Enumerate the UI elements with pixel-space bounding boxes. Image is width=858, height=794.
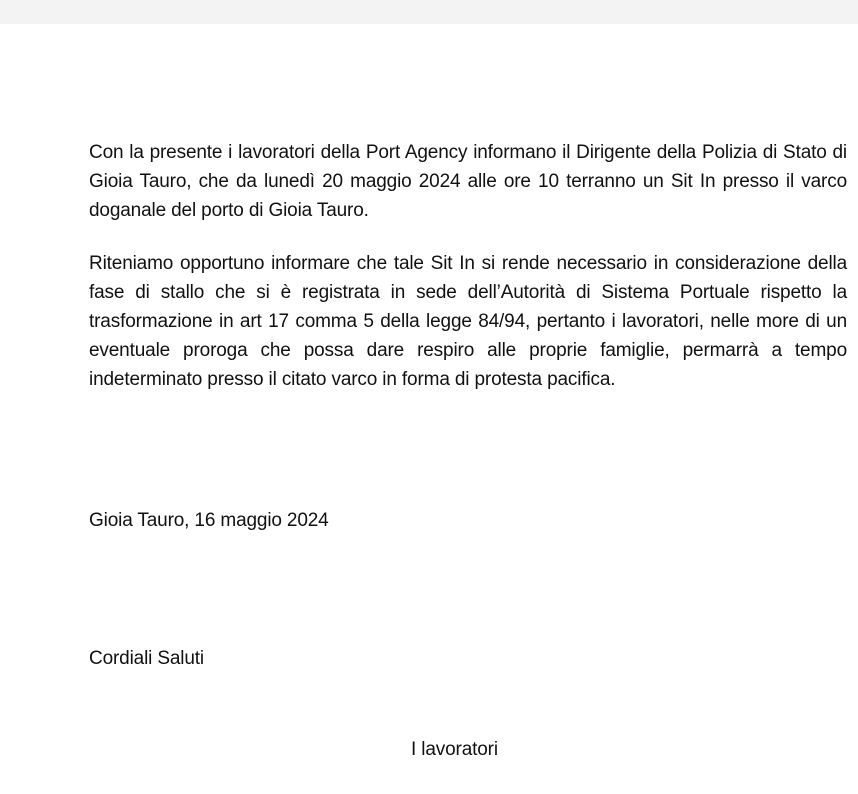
signature: I lavoratori [411,739,498,760]
closing-greeting: Cordiali Saluti [89,648,204,669]
top-strip [0,0,858,24]
body-paragraph-1: Con la presente i lavoratori della Port Agency informano il Dirigente della Polizia di Stato di Gioia Tauro, che da lunedì 20 maggio 2024 alle ore 10 terranno un Sit In presso il varco doganale del porto di Gioia Tauro. [89,142,847,221]
place-date: Gioia Tauro, 16 maggio 2024 [89,510,329,531]
body-paragraph-2: Riteniamo opportuno informare che tale Sit In si rende necessario in considerazione della fase di stallo che si è registrata in sede dell’Autorità di Sistema Portuale rispetto la trasformazione in art 17 comma 5 della legge 84/94, pertanto i lavoratori, nelle more di un eventuale proroga che possa dare respiro alle proprie famiglie, permarrà a tempo indeterminato presso il citato varco in forma di protesta pacifica. [89,253,847,390]
document-page [0,24,858,794]
